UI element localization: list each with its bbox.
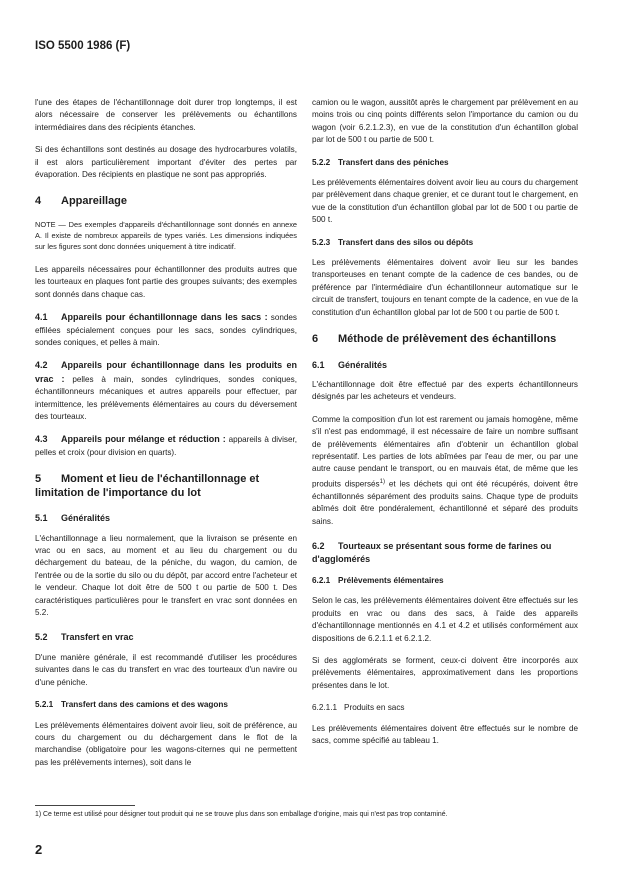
footnote-divider [35,805,135,806]
paragraph: camion ou le wagon, aussitôt après le chargement par prélèvement en au moins trois ou cinq points différents selon l'importance du camion ou du wagon (voir 6.2.1.2.3), en vue de la constitution d'un échantillon global par lot de 500 t ou partie de 500 t. [312,98,578,145]
paragraph: Les prélèvements élémentaires doivent avoir lieu sur les bandes transporteuses en tenant compte de la cadence de ces bandes, ou de préférence par l'intermédiaire d'un échantillonneur automatique sur le circuit de transfert, toujours en tenant compte de la cadence, en vue de la constitution d'un échantillon global par lot de 500 t ou partie de 500 t. [312,258,578,317]
right-column [312,97,578,757]
paragraph: Si des échantillons sont destinés au dosage des hydrocarbures volatils, il est alors particulièrement important d'éviter des pertes par évaporation. Des récipients en plastique ne sont pas appropriés. [35,145,297,180]
paragraph: D'une manière générale, il est recommandé d'utiliser les procédures suivantes dans le cas du transfert en vrac des tourteaux d'un navire ou d'une péniche. [35,652,297,687]
subsection-heading-6-1: 6.1 Généralités [312,359,388,370]
subsection-heading-5-2-1: 5.2.1 Transfert dans des camions et des wagons [35,700,228,710]
paragraph: Les prélèvements élémentaires doivent être effectués sur le nombre de sacs, comme spécifié au tableau 1. [312,723,578,746]
paragraph: Comme la composition d'un lot est rarement ou jamais homogène, même s'il n'est pas endommagé, il est nécessaire de faire un nombre suffisant de prélèvements élémentaires afin d'obtenir un échantillon global représentatif. Les parties de lots abîmées par l'eau de mer, ou par une autre cause pendant le transport, ou en mauvais état, de même que les produits dispersés$^{1)}$ et les déchets qui ont été récupérés, doivent être échantillonnés séparément des produits sains. Chaque type de produits abîmés doit être pondéralement, échantillonné et séparé des produits sains. [312,414,579,526]
section-heading-4: 4 Appareillage [35,195,128,208]
paragraph: L'échantillonnage a lieu normalement, que la livraison se présente en vrac ou en sacs, au moment et au lieu du chargement ou du déchargement du bateau, de la péniche, du wagon, du camion, de l'entrée ou de la sortie du silo ou du dépôt, par accord entre l'acheteur et le vendeur. Chaque lot doit être de 500 t ou partie de 500 t. Des caractéristiques particulières pour le transfert en vrac sont données en 5.2. [35,533,297,618]
subsection-4-2: 4.2 Appareils pour échantillonnage dans les produits en vrac : pelles à main, sondes cylindriques, sondes coniques, échantillonneurs mécaniques et autres appareils pour effectuer, par intermittence, les prélèvements élémentaires au cours du déversement des tourteaux. [35,360,297,421]
subsection-4-1: 4.1 Appareils pour échantillonnage dans les sacs : sondes effilées spécialement conçues pour les sacs, sondes cylindriques, sondes coniques, et pelles à main. [35,312,297,347]
page-number: 2 [35,842,43,857]
paragraph: Si des agglomérats se forment, ceux-ci doivent être incorporés aux prélèvements élémentaires, approximativement dans les proportions présentes dans le lot. [312,656,578,690]
section-heading-6: 6 Méthode de prélèvement des échantillons [312,333,557,346]
footnote-marker: 1) [379,478,385,485]
paragraph: Les prélèvements élémentaires doivent avoir lieu au cours du chargement par prélèvement dans chaque grenier, et ce durant tout le chargement, en vue de la constitution d'un échantillon global par lot de 500 t ou partie de 500 t. [312,178,579,225]
paragraph: l'une des étapes de l'échantillonnage doit durer trop longtemps, il est alors nécessaire de conserver les prélèvements ou échantillons intermédiaires dans des récipients étanches. [35,98,297,132]
note: NOTE — Des exemples d'appareils d'échantillonnage sont donnés en annexe A. Il existe de nombreux appareils de types variés. Les dimensions indiquées sur les figures sont donc données uniquement à titre indicatif. [35,219,297,251]
left-column [35,97,297,779]
paragraph: Les prélèvements élémentaires doivent avoir lieu, soit de préférence, au cours du chargement ou du déchargement dans le flot de la marchandise (obligatoire pour les wagons-citernes qui ne permettent pas les prélèvements internes), soit dans le [35,720,297,767]
subsection-heading-6-2: 6.2 Tourteaux se présentant sous forme de farines ou d'agglomérés [312,541,552,564]
subsection-heading-5-2: 5.2 Transfert en vrac [35,632,134,643]
paragraph: Les appareils nécessaires pour échantillonner des produits autres que les tourteaux en plaques font partie des groupes suivants; des exemples sont donnés dans chaque cas. [35,264,297,299]
subsection-heading-5-2-3: 5.2.3 Transfert dans des silos ou dépôts [312,237,474,247]
paragraph: Selon le cas, les prélèvements élémentaires doivent être effectués sur les produits en vrac ou dans des sacs, à l'aide des appareils d'échantillonnage mentionnés en 4.1 et 4.2 et utilisés conformément aux dispositions de 6.2.1.1 et 6.2.1.2. [312,596,578,643]
section-heading-5: 5 Moment et lieu de l'échantillonnage et limitation de l'importance du lot [35,473,260,499]
subsection-heading-5-2-2: 5.2.2 Transfert dans des péniches [312,157,449,167]
subsection-heading-6-2-1: 6.2.1 Prélèvements élémentaires [312,576,444,585]
subsection-4-3: 4.3 Appareils pour mélange et réduction : appareils à diviser, pelles et croix (pour division en quarts). [35,434,297,457]
paragraph: L'échantillonnage doit être effectué par des experts échantillonneurs désignés par les acheteurs et vendeurs. [312,380,578,402]
subsection-heading-6-2-1-1: 6.2.1.1 Produits en sacs [312,703,405,713]
footnote: 1) Ce terme est utilisé pour désigner tout produit qui ne se trouve plus dans son emballage d'origine, mais qui n'est pas trop contaminé. [35,811,448,818]
subsection-heading-5-1: 5.1 Généralités [35,513,111,524]
document-header: ISO 5500 1986 (F) [35,40,131,52]
